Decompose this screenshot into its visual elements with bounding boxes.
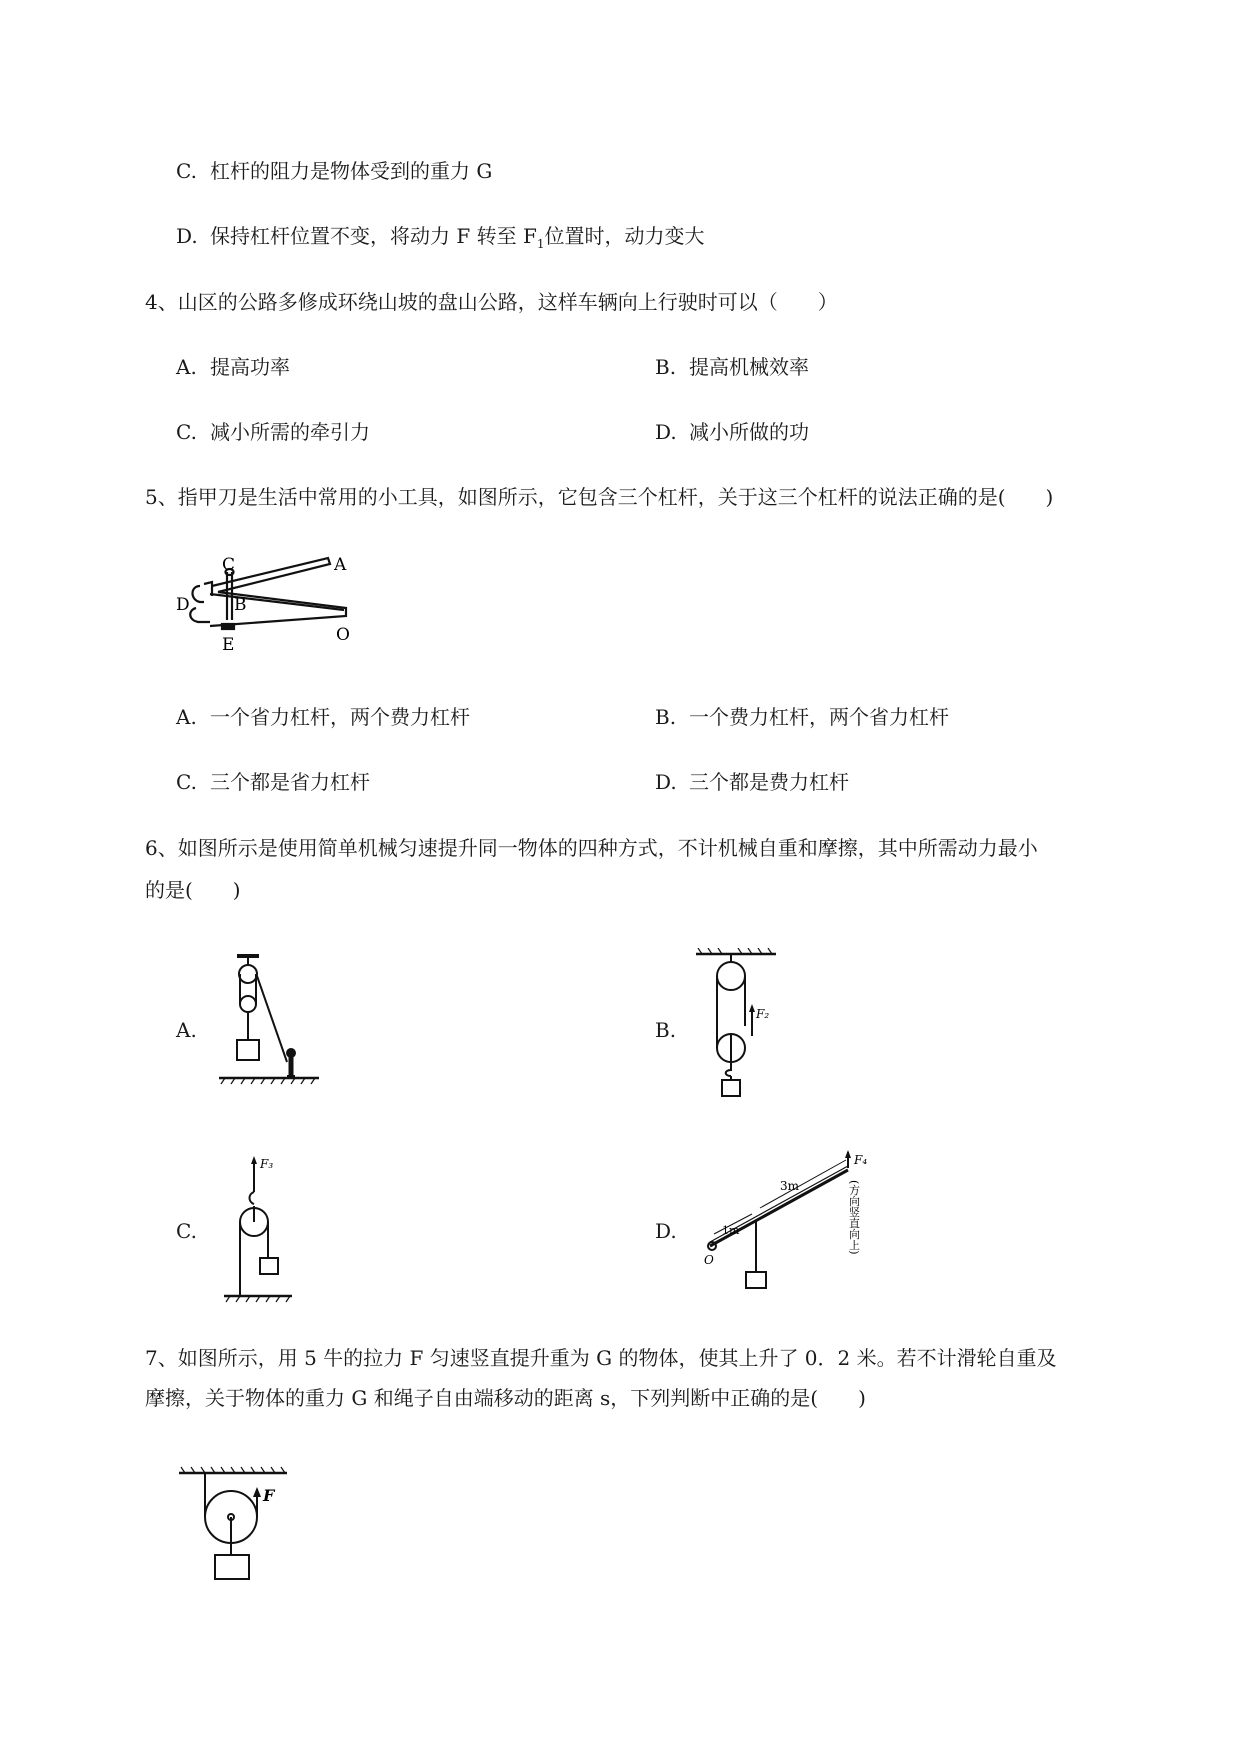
nail-clipper-figure [170,548,370,660]
option-letter: C. [176,159,197,183]
option-letter: D. [176,224,198,248]
option-letter: D. [655,770,677,794]
option-text: 一个费力杠杆，两个省力杠杆 [689,705,949,729]
q3-option-c [176,157,492,185]
q4-option-a [176,353,290,381]
q6-option-c-letter: C. [176,1219,197,1243]
option-letter: D. [655,420,677,444]
force-label-f: F [263,1486,275,1505]
q6-option-b-letter: B. [655,1018,677,1042]
q5-option-d [655,768,849,796]
option-letter: A. [176,705,197,729]
q4-option-d [655,418,809,446]
q7-pulley-figure [175,1465,305,1585]
option-text: 保持杠杆位置不变，将动力 F 转至 F [210,224,537,248]
option-text: 减小所做的功 [689,420,809,444]
q6-figure-d [700,1150,900,1300]
q5-option-a [176,703,470,731]
dist-short-label: 1m [722,1224,740,1237]
option-text: 提高功率 [210,355,290,379]
force-label-f3: F₃ [260,1157,274,1171]
q3-option-d [176,222,704,258]
q5-stem: 5、指甲刀是生活中常用的小工具，如图所示，它包含三个杠杆，关于这三个杠杆的说法正确的是( ) [145,485,1054,509]
q6-stem-line2: 的是( ) [145,878,241,902]
option-text: 减小所需的牵引力 [210,420,370,444]
option-text-b: 位置时，动力变大 [544,224,705,248]
option-text: 杠杆的阻力是物体受到的重力 G [210,159,493,183]
subscript: 1 [536,237,545,251]
option-letter: C. [176,770,197,794]
q6-figure-c [220,1152,300,1304]
q4-option-c [176,418,370,446]
q7-stem-line1: 7、如图所示，用 5 牛的拉力 F 匀速竖直提升重为 G 的物体，使其上升了 0．2 米。若不计滑轮自重及 [145,1346,1057,1370]
option-text: 三个都是费力杠杆 [689,770,849,794]
label-b: B [234,595,247,615]
q5-option-c [176,768,370,796]
option-text: 提高机械效率 [689,355,809,379]
q6-option-d-letter: D. [655,1219,677,1243]
force-label-f4: F₄ [854,1153,868,1167]
q7-stem-line2: 摩擦，关于物体的重力 G 和绳子自由端移动的距离 s，下列判断中正确的是( ) [145,1386,866,1410]
q4-option-b [655,353,809,381]
option-letter: A. [176,355,197,379]
label-o: O [336,625,350,645]
option-text: 三个都是省力杠杆 [210,770,370,794]
option-letter: B. [655,705,677,729]
q6-figure-b [694,948,794,1100]
pivot-label: O [704,1253,714,1267]
q6-stem-line1: 6、如图所示是使用简单机械匀速提升同一物体的四种方式，不计机械自重和摩擦，其中所需动力最小 [145,836,1038,860]
q6-option-a-letter: A. [176,1018,197,1042]
force-label-f2: F₂ [756,1007,770,1021]
q5-option-b [655,703,949,731]
force-direction-note: (方向竖直向上) [847,1180,861,1255]
option-letter: C. [176,420,197,444]
label-a: A [334,555,347,575]
dist-long-label: 3m [780,1179,800,1193]
label-c: C [222,555,236,575]
q6-figure-a [215,950,325,1090]
q4-stem: 4、山区的公路多修成环绕山坡的盘山公路，这样车辆向上行驶时可以（ ） [145,290,838,314]
option-text: 一个省力杠杆，两个费力杠杆 [210,705,470,729]
label-d: D [176,595,190,615]
option-letter: B. [655,355,677,379]
label-e: E [222,635,235,655]
